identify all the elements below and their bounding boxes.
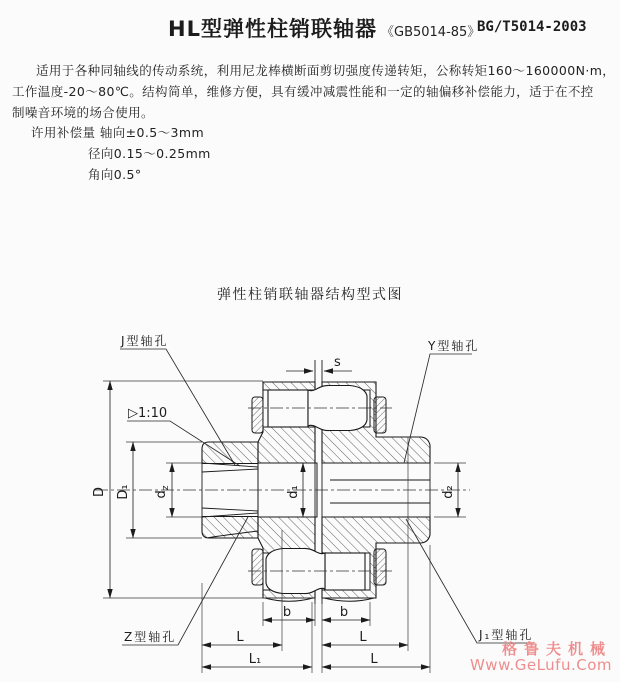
standard-new-label: BG/T5014-2003 xyxy=(477,19,587,35)
dim-label-D1: D₁ xyxy=(116,484,131,500)
standard-old-label: 《GB5014-85》 xyxy=(381,25,481,40)
label-bore-j1: J₁型轴孔 xyxy=(479,628,534,642)
left-hub-lower-section xyxy=(202,517,258,539)
compensation-angular-line: 角向0.5° xyxy=(88,167,142,182)
figure-caption: 弹性柱销联轴器结构型式图 xyxy=(217,287,403,303)
page-title: HL型弹性柱销联轴器 xyxy=(168,17,377,41)
dim-label-D: D xyxy=(92,486,107,498)
compensation-radial-line: 径向0.15～0.25mm xyxy=(88,146,211,161)
dim-label-b-left: b xyxy=(282,605,292,620)
label-taper: ▷1:10 xyxy=(128,406,168,421)
dim-label-d2: d₂ xyxy=(441,485,456,499)
watermark xyxy=(470,641,612,673)
dim-label-L-right: L xyxy=(359,630,367,645)
upper-pin-cylinder xyxy=(268,390,308,427)
dim-label-L-left: L xyxy=(236,630,244,645)
lower-pin-cylinder xyxy=(325,553,365,590)
intro-line-1: 适用于各种同轴线的传动系统，利用尼龙棒横断面剪切强度传递转矩，公称转矩160～160000N·m， xyxy=(36,63,616,78)
intro-line-2: 工作温度-20～80℃。结构简单，维修方便，具有缓冲减震性能和一定的轴偏移补偿能力，适于在不控 xyxy=(12,84,594,99)
compensation-axial-line: 许用补偿量 轴向±0.5～3mm xyxy=(31,125,205,140)
dim-label-b-right: b xyxy=(339,605,349,620)
dim-label-s: s xyxy=(334,355,341,370)
left-hub-upper-section xyxy=(202,442,258,464)
label-bore-z: Z型轴孔 xyxy=(124,630,177,644)
intro-line-3: 制噪音环境的场合使用。 xyxy=(12,105,154,120)
dim-label-L1: L₁ xyxy=(248,652,262,667)
watermark-url: Www.GeLufu.Com xyxy=(469,656,612,674)
dim-label-dz: $d_z$ xyxy=(154,485,171,499)
dim-label-L-bottom-right: L xyxy=(370,652,378,667)
label-bore-j: J型轴孔 xyxy=(121,334,169,348)
watermark-brand: 格鲁夫机械 xyxy=(501,640,612,658)
label-bore-y: Y型轴孔 xyxy=(428,339,480,353)
dim-label-d1: d₁ xyxy=(286,485,301,499)
